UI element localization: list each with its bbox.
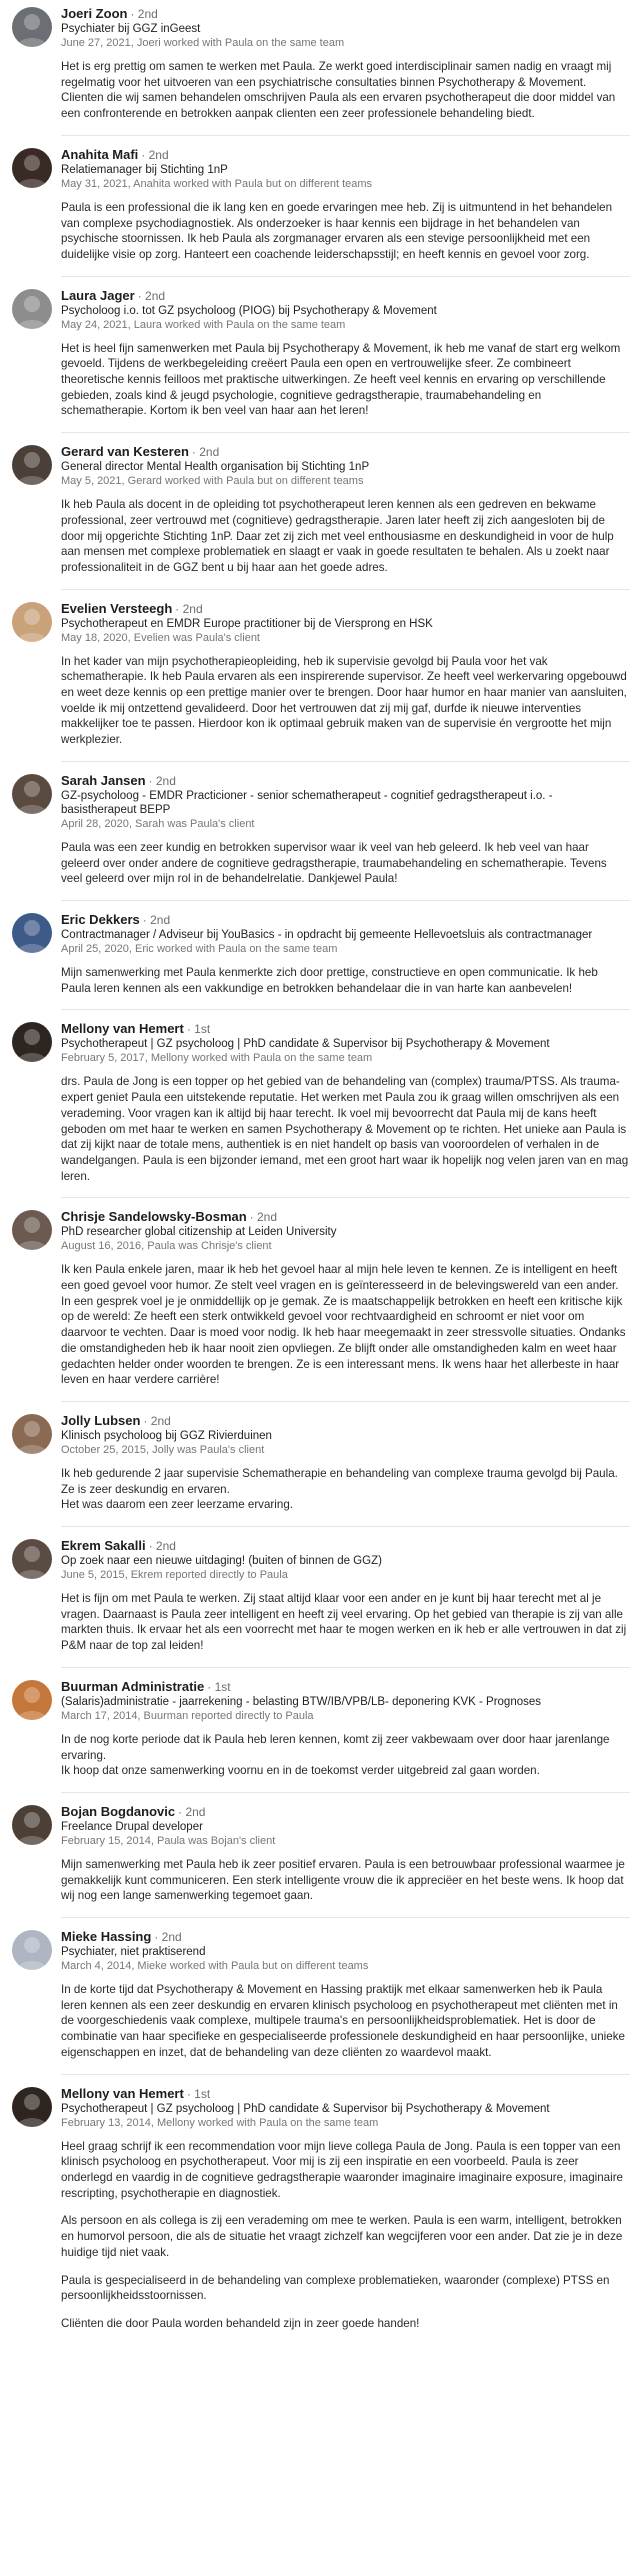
recommendation-item	[12, 601, 630, 748]
relationship-meta: February 13, 2014, Mellony worked with Paula on the same team	[61, 2116, 379, 2129]
recommendation-paragraph: Paula is een professional die ik lang ken en goede ervaringen mee heb. Zij is uitmuntend in het behandelen van complexe psychodiagnostiek. Als onderzoeker is haar kennis een bijdrage in het behandelen van psychische stoornissen. Ik heb Paula als zorgmanager ervaren als een stevige persoonlijkheid met een duidelijke visie op zorg. Hanteert een coachende leiderschapsstijl; en heeft kennis en gevoel voor zorg.	[61, 200, 613, 261]
recommender-headline: Contractmanager / Adviseur bij YouBasics - in opdracht bij gemeente Hellevoetsluis als contractmanager	[61, 928, 593, 941]
recommendation-text	[61, 654, 630, 748]
recommendation-body	[61, 1804, 630, 1904]
recommender-name[interactable]: Sarah Jansen	[61, 772, 146, 788]
avatar[interactable]	[12, 913, 52, 953]
avatar[interactable]	[12, 7, 52, 47]
connection-degree: · 2nd	[142, 912, 171, 927]
person-icon	[12, 1210, 52, 1250]
recommendation-body	[61, 773, 630, 887]
recommender-headline: Op zoek naar een nieuwe uitdaging! (buiten of binnen de GGZ)	[61, 1555, 382, 1568]
recommendation-item	[12, 773, 630, 887]
relationship-meta: February 15, 2014, Paula was Bojan's client	[61, 1834, 276, 1847]
recommender-headline: Klinisch psycholoog bij GGZ Rivierduinen	[61, 1429, 272, 1442]
recommendation-item	[12, 444, 630, 576]
connection-degree: · 1st	[186, 1022, 211, 1037]
name-line	[61, 1804, 630, 1820]
recommendation-body	[61, 1209, 630, 1388]
recommendation-body	[61, 1413, 630, 1513]
avatar[interactable]	[12, 445, 52, 485]
recommendation-paragraph: Mijn samenwerking met Paula heb ik zeer positief ervaren. Paula is een betrouwbaar professional waarmee je gemakkelijk kunt communiceren. Een sterk intelligente vrouw die ik appreciëer en het beste wens. Ik hoop dat wij nog een lange samenwerking tegemoet gaan.	[61, 1857, 625, 1903]
name-line	[61, 444, 630, 460]
relationship-meta: April 25, 2020, Eric worked with Paula on the same team	[61, 942, 338, 955]
person-icon	[12, 445, 52, 485]
name-line	[61, 6, 630, 22]
recommendation-item	[12, 1209, 630, 1388]
name-line	[61, 147, 630, 163]
recommendation-body	[61, 288, 630, 420]
relationship-meta: June 5, 2015, Ekrem reported directly to Paula	[61, 1569, 288, 1582]
recommendation-paragraph: Ik ken Paula enkele jaren, maar ik heb het gevoel haar al mijn hele leven te kennen. Ze is intelligent en heeft een goed gevoel voor humor. Ze stelt veel vragen en is geïnteresseerd in de belevingswereld van een ander. In een gesprek voel je je onmiddellijk op je gemak. Ze is maatschappelijk betrokken en heeft een kritische kijk op de wereld: Ze heeft een sterk ontwikkeld gevoel voor rechtvaardigheid en schroomt er niet voor om daarvoor te vechten. Daar is moed voor nodig. Ik heb haar meegemaakt in zeer stressvolle situaties. Ondanks die omstandigheden heb ik haar nooit zien opvliegen. Ze blijft onder alle omstandigheden kalm en weet haar gedachten helder onder woorden te brengen. Ze is een interessant mens. Ik wens haar het allerbeste in haar leven en haar verdere carrière!	[61, 1263, 626, 1387]
recommendation-paragraph: Het is fijn om met Paula te werken. Zij staat altijd klaar voor een ander en je kunt bij haar terecht met al je vragen. Daarnaast is Paula zeer intelligent en heeft zij veel ervaring. Op het gebied van therapie is zij van alle markten thuis. Ik ervaar het als een voorrecht met haar te mogen werken en ik heb er alle vertrouwen in dat zij P&M naar de top zal leiden!	[61, 1592, 627, 1653]
avatar[interactable]	[12, 1210, 52, 1250]
recommender-name[interactable]: Evelien Versteegh	[61, 600, 173, 616]
connection-degree: · 2nd	[178, 1804, 206, 1819]
recommendation-paragraph: Cliënten die door Paula worden behandeld zijn in zeer goede handen!	[61, 2316, 420, 2330]
recommender-name[interactable]: Buurman Administratie	[61, 1678, 205, 1694]
connection-degree: · 2nd	[249, 1210, 278, 1225]
avatar[interactable]	[12, 1022, 52, 1062]
connection-degree: · 1st	[207, 1679, 231, 1694]
recommender-name[interactable]: Bojan Bogdanovic	[61, 1803, 176, 1819]
relationship-meta: February 5, 2017, Mellony worked with Paula on the same team	[61, 1052, 373, 1065]
recommendation-text	[61, 1857, 630, 1904]
relationship-meta: May 18, 2020, Evelien was Paula's client	[61, 631, 260, 644]
recommendation-body	[61, 2086, 630, 2332]
name-line	[61, 601, 630, 617]
divider	[61, 1667, 630, 1668]
recommendation-text	[61, 1074, 630, 1184]
recommendation-body	[61, 6, 630, 122]
connection-degree: · 2nd	[141, 147, 169, 162]
connection-degree: · 2nd	[137, 288, 166, 303]
recommendation-text	[61, 497, 630, 576]
name-line	[61, 773, 630, 789]
relationship-meta: October 25, 2015, Jolly was Paula's client	[61, 1443, 265, 1456]
recommendation-text	[61, 2139, 630, 2332]
recommender-headline: Psychotherapeut en EMDR Europe practitioner bij de Viersprong en HSK	[61, 617, 433, 630]
avatar[interactable]	[12, 1539, 52, 1579]
connection-degree: · 1st	[186, 2086, 211, 2101]
recommender-name[interactable]: Joeri Zoon	[61, 6, 128, 21]
name-line	[61, 2086, 630, 2102]
person-icon	[12, 1805, 52, 1845]
recommendation-item	[12, 1804, 630, 1904]
connection-degree: · 2nd	[148, 773, 176, 788]
recommendation-paragraph: In de nog korte periode dat ik Paula heb leren kennen, komt zij zeer vakbewaam over door haar jarenlange ervaring. Ik hoop dat onze samenwerking voornu en in de toekomst verder uitgebreid zal gaan worden.	[61, 1732, 610, 1778]
person-icon	[12, 1414, 52, 1454]
person-icon	[12, 1930, 52, 1970]
recommender-headline: Freelance Drupal developer	[61, 1820, 203, 1833]
recommendation-item	[12, 1413, 630, 1513]
person-icon	[12, 774, 52, 814]
divider	[61, 2074, 630, 2075]
recommendation-paragraph: Mijn samenwerking met Paula kenmerkte zich door prettige, constructieve en open communicatie. Ik heb Paula leren kennen als een vakkundige en betrokken behandelaar die in van harte kan aanbevelen!	[61, 965, 598, 995]
avatar[interactable]	[12, 1414, 52, 1454]
recommender-headline: Psycholoog i.o. tot GZ psycholoog (PIOG) bij Psychotherapy & Movement	[61, 304, 437, 317]
recommender-headline: (Salaris)administratie - jaarrekening - belasting BTW/IB/VPB/LB- deponering KVK - Prognoses	[61, 1695, 542, 1708]
person-icon	[12, 289, 52, 329]
recommendation-body	[61, 1679, 630, 1779]
avatar[interactable]	[12, 148, 52, 188]
relationship-meta: May 31, 2021, Anahita worked with Paula but on different teams	[61, 177, 373, 190]
connection-degree: · 2nd	[175, 601, 203, 616]
recommendation-item	[12, 1679, 630, 1779]
connection-degree: · 2nd	[154, 1930, 182, 1945]
recommender-headline: General director Mental Health organisation bij Stichting 1nP	[61, 461, 370, 474]
recommendation-paragraph: Het is erg prettig om samen te werken met Paula. Ze werkt goed interdisciplinair samen nadig en vraagt mij regelmatig voor het uitvoeren van een psychiatrische consultaties binnen Psychotherapy & Movement. Clienten die wij samen behandelen omschrijven Paula als een ervaren psychotherapeut die door middel van een confronterende en betrokken aanpak clienten een zeer professionele behandeling biedt.	[61, 60, 616, 121]
recommender-headline: Relatiemanager bij Stichting 1nP	[61, 163, 228, 176]
recommender-name[interactable]: Eric Dekkers	[61, 911, 140, 927]
recommender-name[interactable]: Chrisje Sandelowsky-Bosman	[61, 1209, 247, 1225]
recommendation-text	[61, 1732, 630, 1779]
name-line	[61, 912, 630, 928]
recommendation-paragraph: In het kader van mijn psychotherapieopleiding, heb ik supervisie gevolgd bij Paula voor het vak schematherapie. Ik heb Paula ervaren als een inspirerende supervisor. Ze heeft veel werkervaring opgebouwd en weet deze kennis op een prettige manier over te brengen. Door haar humor en haar manier van aansluiten, voelde ik mij ontzettend gevalideerd. Door het vertrouwen dat zij mij gaf, durfde ik nieuwe interventies makkelijker toe te passen. Hierdoor kon ik optimaal gebruik maken van de supervisie én vergrootte het mijn werkplezier.	[61, 654, 627, 747]
recommendation-body	[61, 912, 630, 996]
person-icon	[12, 1539, 52, 1579]
recommendation-text	[61, 1982, 630, 2061]
relationship-meta: May 24, 2021, Laura worked with Paula on the same team	[61, 318, 346, 331]
relationship-meta: August 16, 2016, Paula was Chrisje's client	[61, 1240, 272, 1253]
recommendation-paragraph: Paula is gespecialiseerd in de behandeling van complexe problematieken, waaronder (complexe) PTSS en persoonlijkheidsstoornissen.	[61, 2273, 610, 2303]
recommender-headline: Psychiater, niet praktiserend	[61, 1946, 206, 1959]
recommendation-item	[12, 288, 630, 420]
recommendation-body	[61, 1021, 630, 1184]
person-icon	[12, 602, 52, 642]
name-line	[61, 288, 630, 304]
recommendation-text	[61, 965, 630, 996]
recommendation-item	[12, 1929, 630, 2061]
recommendation-paragraph: Ik heb Paula als docent in de opleiding tot psychotherapeut leren kennen als een gedreven en bekwame professional, zeer vertrouwd met (cognitieve) gedragstherapie. Jaren later heeft zij zich aangesloten bij de door mij opgerichte Stichting 1nP. Daar zet zij zich met veel enthousiasme en deskundigheid in voor de hulp aan mensen met complexe problematiek en slaagt er vaak in goede resultaten te behalen. Als u zoekt naar professionaliteit in de GGZ bent u bij haar aan het goede adres.	[61, 498, 614, 574]
recommendation-paragraph: Ik heb gedurende 2 jaar supervisie Schematherapie en behandeling van complexe trauma gevolgd bij Paula. Ze is zeer deskundig en ervaren. Het was daarom een zeer leerzame ervaring.	[61, 1466, 618, 1512]
recommendation-body	[61, 147, 630, 263]
relationship-meta: June 27, 2021, Joeri worked with Paula on the same team	[61, 37, 345, 49]
recommendation-paragraph: Paula was een zeer kundig en betrokken supervisor waar ik veel van heb geleerd. Ik heb veel van haar geleerd over onder andere de cognitieve gedragstherapie, traumabehandeling en schematherapie. Tevens veel geleerd over mijn rol in de behandelrelatie. Dankjewel Paula!	[61, 840, 607, 886]
recommendation-text	[61, 341, 630, 420]
recommender-name[interactable]: Anahita Mafi	[61, 146, 139, 162]
divider	[61, 1009, 630, 1010]
recommendation-paragraph: Heel graag schrijf ik een recommendation voor mijn lieve collega Paula de Jong. Paula is een topper van een klinisch psycholoog en psychotherapeut. Voor mij is zij een inspiratie en een voorbeeld. Paula is zeer onderlegd en vaardig in de cognitieve gedragstherapie waaronder imaginaire imaginaire exposure, imaginaire rescripting, psychotherapie en diagnostiek.	[61, 2139, 623, 2200]
recommender-name[interactable]: Mieke Hassing	[61, 1929, 152, 1945]
connection-degree: · 2nd	[143, 1413, 171, 1428]
name-line	[61, 1021, 630, 1037]
recommendation-paragraph: In de korte tijd dat Psychotherapy & Movement en Hassing praktijk met elkaar samenwerken heb ik Paula leren kennen als een zeer deskundig en ervaren klinisch psycholoog en psychotherapeut met cliënten met in de voorgeschiedenis vaak complexe, multipele trauma's en persoonlijkheidsproblematiek. Het is door de combinatie van haar specifieke en gespecialiseerde professionele deskundigheid en haar persoonlijke, unieke eigenschappen en inzet, dat de behandeling van deze cliënten zo waardevol maakt.	[61, 1983, 625, 2059]
recommendation-item	[12, 1538, 630, 1654]
divider	[61, 1792, 630, 1793]
recommender-headline: Psychotherapeut | GZ psycholoog | PhD candidate & Supervisor bij Psychotherapy & Movement	[61, 2102, 550, 2115]
recommendation-body	[61, 1929, 630, 2061]
recommendation-item	[12, 912, 630, 996]
divider	[61, 432, 630, 433]
divider	[61, 900, 630, 901]
name-line	[61, 1413, 630, 1429]
recommendation-text	[61, 200, 630, 263]
divider	[61, 761, 630, 762]
divider	[61, 1917, 630, 1918]
recommendation-item	[12, 1021, 630, 1184]
recommender-name[interactable]: Mellony van Hemert	[61, 1021, 184, 1037]
person-icon	[12, 913, 52, 953]
recommendation-text	[61, 840, 630, 887]
connection-degree: · 2nd	[148, 1539, 176, 1554]
divider	[61, 1401, 630, 1402]
avatar[interactable]	[12, 1930, 52, 1970]
avatar[interactable]	[12, 1805, 52, 1845]
recommendation-paragraph: Als persoon en als collega is zij een verademing om mee te werken. Paula is een warm, intelligent, betrokken en humorvol persoon, die als de situatie het vraagt zichzelf kan wegcijferen voor een ander. Dat zie je in deze huidige tijd niet vaak.	[61, 2214, 623, 2259]
recommendation-text	[61, 1466, 630, 1513]
recommendation-body	[61, 1538, 630, 1654]
recommendation-body	[61, 601, 630, 748]
relationship-meta: March 17, 2014, Buurman reported directly to Paula	[61, 1709, 314, 1722]
avatar[interactable]	[12, 602, 52, 642]
connection-degree: · 2nd	[130, 7, 158, 21]
name-line	[61, 1209, 630, 1225]
avatar[interactable]	[12, 774, 52, 814]
relationship-meta: March 4, 2014, Mieke worked with Paula but on different teams	[61, 1960, 369, 1973]
recommendation-paragraph: drs. Paula de Jong is een topper op het gebied van de behandeling van (complex) trauma/PTSS. Als trauma-expert geniet Paula een uitstekende reputatie. Het werken met Paula zou ik graag willen omschrijven als een verademing. Voor vragen kan ik altijd bij haar terecht. Ik voel mij bevoorrecht dat Paula mij de kans heeft geboden om met haar te werken en samen Psychotherapy & Movement op te richten. Het unieke aan Paula is dat zij kijkt naar de totale mens, authentiek is en niet handelt op basis van vooroordelen of verhalen in de wandelgangen. Paula is een bijzonder iemand, met een groot hart waar ik hopelijk nog velen jaren van en mag leren.	[61, 1075, 629, 1183]
relationship-meta: April 28, 2020, Sarah was Paula's client	[61, 817, 255, 830]
person-icon	[12, 7, 52, 47]
recommender-headline: Psychotherapeut | GZ psycholoog | PhD candidate & Supervisor bij Psychotherapy & Movement	[61, 1038, 550, 1051]
recommender-headline: GZ-psycholoog - EMDR Practicioner - senior schematherapeut - cognitief gedragstherapeut i.o. - basistherapeut BEPP	[61, 789, 553, 816]
divider	[61, 589, 630, 590]
recommendation-text	[61, 59, 630, 122]
recommendation-body	[61, 444, 630, 576]
person-icon	[12, 148, 52, 188]
avatar[interactable]	[12, 289, 52, 329]
recommendation-paragraph: Het is heel fijn samenwerken met Paula bij Psychotherapy & Movement, ik heb me vanaf de start erg welkom gevoeld. Tijdens de werkbegeleiding creëert Paula een open en vertrouwelijke sfeer. Ze combineert theoretische kennis feilloos met praktische uitwerkingen. Ze heeft veel kennis en ervaring op verschillende gebieden, zoals kind & jeugd psychologie, cognitieve gedragstherapie, traumabehandeling en schematherapie. Kortom ik ben veel van haar aan het leren!	[61, 341, 621, 418]
recommender-name[interactable]: Ekrem Sakalli	[61, 1538, 146, 1554]
name-line	[61, 1538, 630, 1554]
recommender-name[interactable]: Mellony van Hemert	[61, 2085, 184, 2101]
person-icon	[12, 1022, 52, 1062]
divider	[61, 1197, 630, 1198]
avatar[interactable]	[12, 1680, 52, 1720]
name-line	[61, 1929, 630, 1945]
recommender-name[interactable]: Laura Jager	[61, 287, 135, 303]
divider	[61, 1526, 630, 1527]
avatar[interactable]	[12, 2087, 52, 2127]
recommender-name[interactable]: Jolly Lubsen	[61, 1412, 141, 1428]
name-line	[61, 1679, 630, 1695]
recommender-name[interactable]: Gerard van Kesteren	[61, 444, 189, 460]
person-icon	[12, 1680, 52, 1720]
recommendation-text	[61, 1591, 630, 1654]
recommendation-text	[61, 1262, 630, 1388]
divider	[61, 135, 630, 136]
connection-degree: · 2nd	[191, 445, 220, 460]
divider	[61, 276, 630, 277]
recommender-headline: PhD researcher global citizenship at Leiden University	[61, 1226, 337, 1239]
recommendation-item	[12, 6, 630, 122]
recommendation-item	[12, 147, 630, 263]
relationship-meta: May 5, 2021, Gerard worked with Paula but on different teams	[61, 475, 364, 488]
recommendation-item	[12, 2086, 630, 2332]
person-icon	[12, 2087, 52, 2127]
recommender-headline: Psychiater bij GGZ inGeest	[61, 23, 201, 35]
